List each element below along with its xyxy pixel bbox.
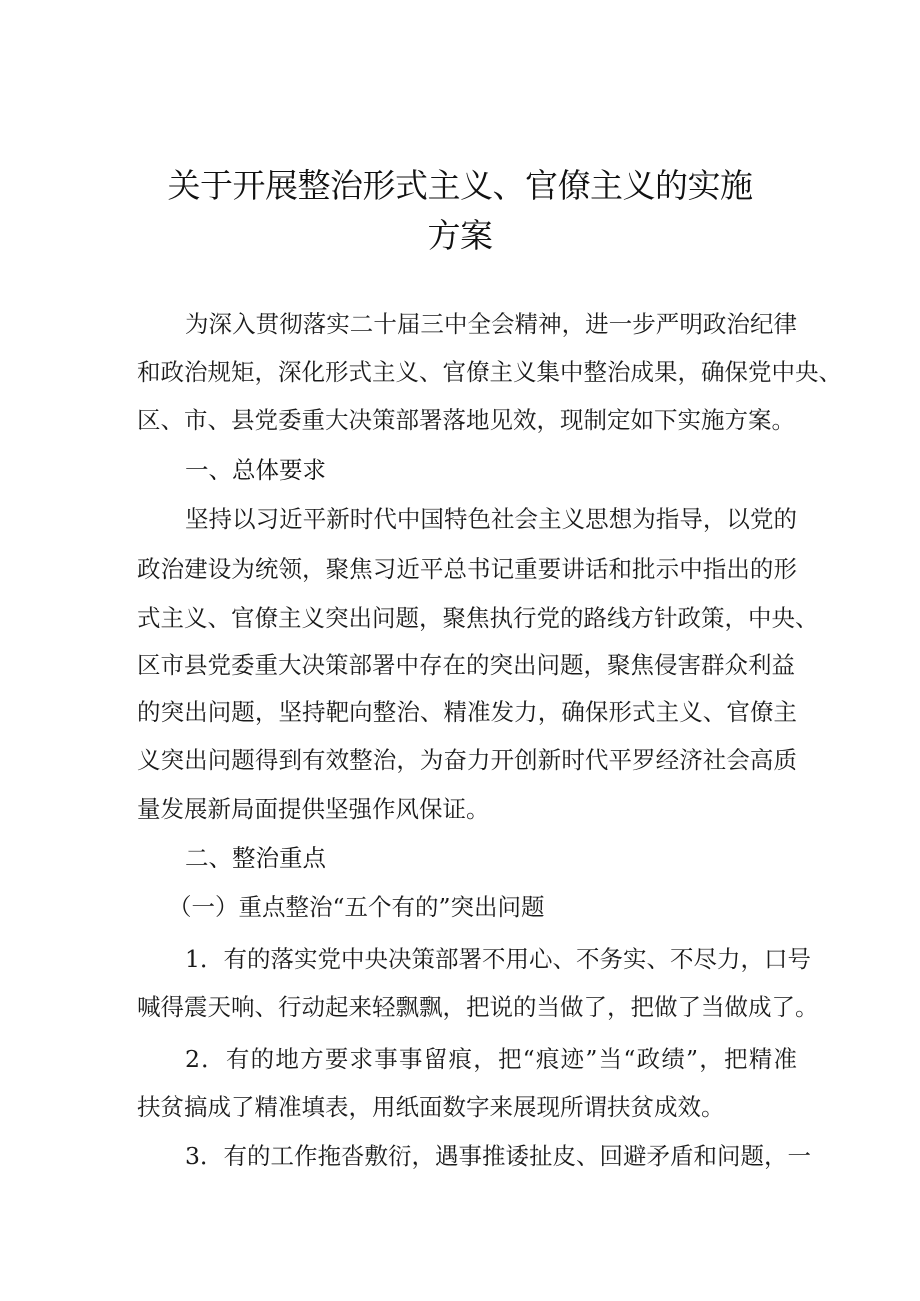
section1-line-5: 的突出问题，坚持靶向整治、精准发力，确保形式主义、官僚主 [137,698,797,726]
section1-line-6: 义突出问题得到有效整治，为奋力开创新时代平罗经济社会高质 [137,746,797,774]
item3-line-1: 3．有的工作拖沓敷衍，遇事推诿扯皮、回避矛盾和问题，一 [185,1142,811,1170]
section1-line-2: 政治建设为统领，聚焦习近平总书记重要讲话和批示中指出的形 [137,555,797,583]
subsection1-heading: （一）重点整治“五个有的”突出问题 [168,893,545,921]
item1-line-1: 1．有的落实党中央决策部署不用心、不务实、不尽力，口号 [185,945,811,973]
section1-heading: 一、总体要求 [185,456,326,484]
item1-line-2: 喊得震天响、行动起来轻飘飘，把说的当做了，把做了当做成了。 [137,993,819,1021]
item2-line-2: 扶贫搞成了精准填表，用纸面数字来展现所谓扶贫成效。 [137,1093,725,1121]
item2-line-1: 2．有的地方要求事事留痕，把“痕迹”当“政绩”，把精准 [185,1045,797,1073]
intro-line-1: 为深入贯彻落实二十届三中全会精神，进一步严明政治纪律 [185,310,797,338]
section2-heading: 二、整治重点 [185,844,326,872]
intro-line-2: 和政治规矩，深化形式主义、官僚主义集中整治成果，确保党中央、 [137,358,842,386]
intro-line-3: 区、市、县党委重大决策部署落地见效，现制定如下实施方案。 [137,406,795,434]
document-title-line1: 关于开展整治形式主义、官僚主义的实施 [167,166,753,205]
document-title-line2: 方案 [427,216,493,255]
section1-line-4: 区市县党委重大决策部署中存在的突出问题，聚焦侵害群众利益 [137,651,795,679]
section1-line-3: 式主义、官僚主义突出问题，聚焦执行党的路线方针政策，中央、 [137,604,819,632]
section1-line-7: 量发展新局面提供坚强作风保证。 [137,795,490,823]
section1-line-1: 坚持以习近平新时代中国特色社会主义思想为指导，以党的 [185,505,797,533]
